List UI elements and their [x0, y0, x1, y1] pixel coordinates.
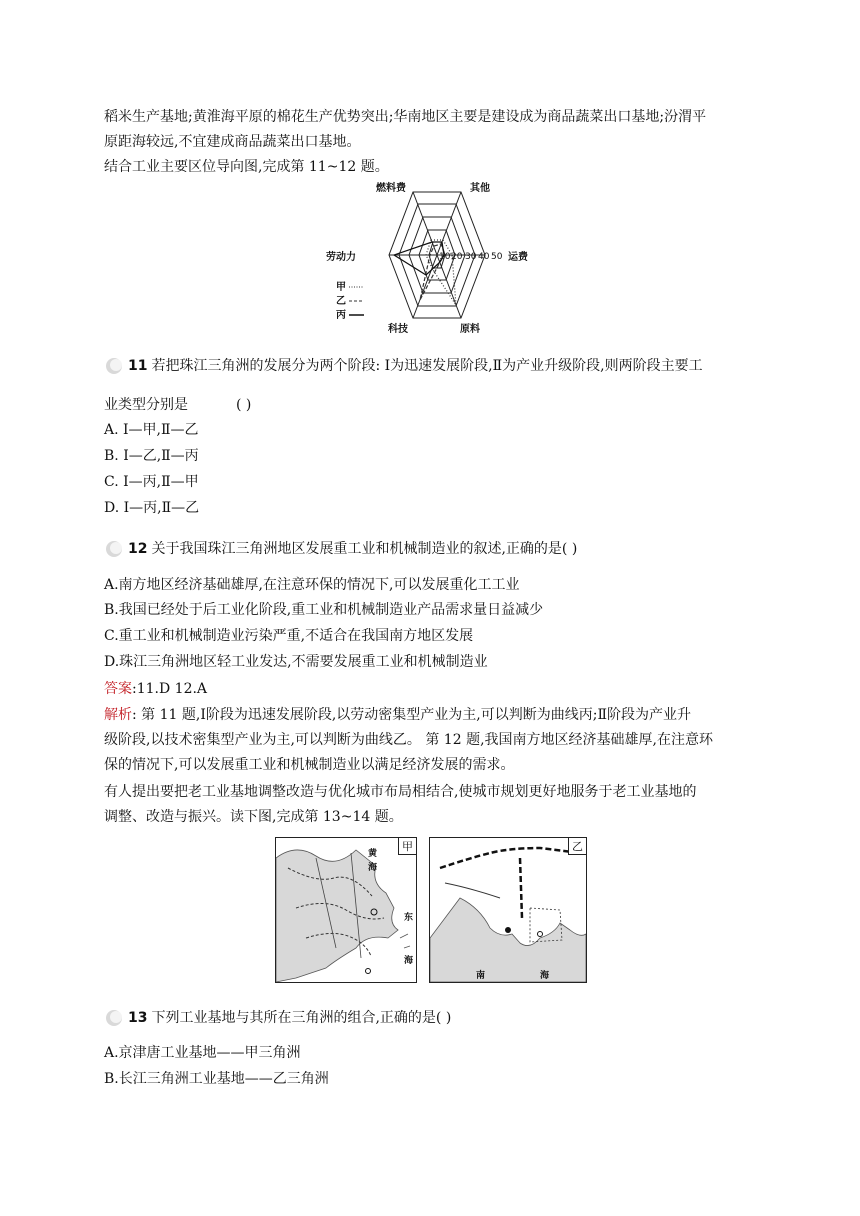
analysis-line-3: 保的情况下,可以发展重工业和机械制造业以满足经济发展的需求。 — [104, 757, 515, 773]
analysis-line-1: 解析: 第 11 题,Ⅰ阶段为迅速发展阶段,以劳动密集型产业为主,可以判断为曲线丙;Ⅱ阶段为产业升 — [104, 707, 691, 723]
answer-label: 答案 — [104, 681, 132, 697]
question-13-text: 下列工业基地与其所在三角洲的组合,正确的是( ) — [151, 1010, 452, 1026]
q11-option-d[interactable]: D. Ⅰ—丙,Ⅱ—乙 — [104, 500, 200, 516]
question-bullet-icon — [104, 1009, 124, 1027]
q11-option-c[interactable]: C. Ⅰ—丙,Ⅱ—甲 — [104, 474, 199, 490]
q12-option-c[interactable]: C.重工业和机械制造业污染严重,不适合在我国南方地区发展 — [104, 628, 474, 644]
q13-option-a[interactable]: A.京津唐工业基地——甲三角洲 — [104, 1045, 301, 1061]
map-label-hai-1: 海 — [368, 863, 378, 873]
axis-label-freight: 运费 — [508, 252, 528, 263]
intro-line-1: 稻米生产基地;黄淮海平原的棉花生产优势突出;华南地区主要是建设成为商品蔬菜出口基地;汾渭平 — [104, 109, 707, 125]
radar-legend — [336, 281, 364, 321]
radar-tick-labels — [439, 252, 503, 262]
industry-location-radar-chart — [318, 180, 548, 340]
question-11-number: 11 — [128, 358, 148, 374]
radar-axis-tech — [413, 255, 437, 318]
question-11-header — [104, 356, 703, 376]
answer-paren: ( ) — [236, 397, 252, 413]
q11-option-b[interactable]: B. Ⅰ—乙,Ⅱ—丙 — [104, 448, 199, 464]
tick-20: 20 — [451, 252, 463, 262]
map-label-huang: 黄 — [368, 849, 378, 859]
q12-option-b[interactable]: B.我国已经处于后工业化阶段,重工业和机械制造业产品需求量日益减少 — [104, 602, 544, 618]
question-bullet-icon — [104, 540, 124, 558]
analysis-line-2: 级阶段,以技术密集型产业为主,可以判断为曲线乙。 第 12 题,我国南方地区经济基础雄厚,在注意环 — [104, 732, 713, 748]
legend-yi: 乙 — [336, 296, 346, 307]
q12-option-d[interactable]: D.珠江三角洲地区轻工业发达,不需要发展重工业和机械制造业 — [104, 654, 488, 670]
tick-50: 50 — [491, 252, 503, 262]
question-13-number: 13 — [128, 1010, 148, 1026]
map-yi — [429, 837, 587, 983]
analysis-label: 解析 — [104, 707, 132, 723]
axis-label-other: 其他 — [470, 183, 490, 194]
answer-value: :11.D 12.A — [132, 681, 208, 697]
legend-bing: 丙 — [336, 310, 346, 321]
radar-axis-other — [437, 192, 461, 255]
intro2-line-1: 有人提出要把老工业基地调整改造与优化城市布局相结合,使城市规划更好地服务于老工业基地的 — [104, 784, 697, 800]
map-label-nan: 南 — [476, 971, 486, 981]
map-jia — [275, 837, 417, 983]
answer-line — [104, 679, 207, 699]
axis-label-tech: 科技 — [388, 324, 408, 335]
question-11-text-cont: 业类型分别是 ( ) — [104, 397, 252, 413]
q12-option-a[interactable]: A.南方地区经济基础雄厚,在注意环保的情况下,可以发展重化工工业 — [104, 577, 520, 593]
axis-label-labor: 劳动力 — [326, 252, 356, 263]
intro-line-2: 原距海较远,不宜建成商品蔬菜出口基地。 — [104, 134, 361, 150]
legend-jia: 甲 — [336, 282, 346, 293]
question-12-text: 关于我国珠江三角洲地区发展重工业和机械制造业的叙述,正确的是( ) — [151, 541, 578, 557]
tick-40: 40 — [478, 252, 490, 262]
tick-30: 30 — [465, 252, 477, 262]
intro2-line-2: 调整、改造与振兴。读下图,完成第 13~14 题。 — [104, 809, 403, 825]
question-11-text: 若把珠江三角洲的发展分为两个阶段: Ⅰ为迅速发展阶段,Ⅱ为产业升级阶段,则两阶段主要工 — [151, 358, 703, 374]
question-12-number: 12 — [128, 541, 148, 557]
tick-10: 10 — [439, 252, 451, 262]
map-label-hai: 海 — [540, 971, 550, 981]
q13-option-b[interactable]: B.长江三角洲工业基地——乙三角洲 — [104, 1071, 329, 1087]
map-jia-tag: 甲 — [398, 838, 416, 855]
question-13-header — [104, 1008, 451, 1028]
map-label-dong: 东 — [404, 913, 414, 923]
intro-line-3: 结合工业主要区位导向图,完成第 11~12 题。 — [104, 159, 389, 175]
axis-label-fuel: 燃料费 — [376, 183, 406, 194]
map-yi-drawing — [430, 838, 586, 982]
q11-option-a[interactable]: A. Ⅰ—甲,Ⅱ—乙 — [104, 422, 199, 438]
radar-axis-fuel — [413, 192, 437, 255]
map-label-hai-2: 海 — [404, 956, 414, 966]
question-12-header — [104, 539, 577, 559]
radar-axis-material — [437, 255, 461, 318]
question-bullet-icon — [104, 357, 124, 375]
map-jia-drawing — [276, 838, 416, 982]
map-yi-tag: 乙 — [568, 838, 586, 855]
axis-label-material: 原料 — [460, 324, 480, 335]
